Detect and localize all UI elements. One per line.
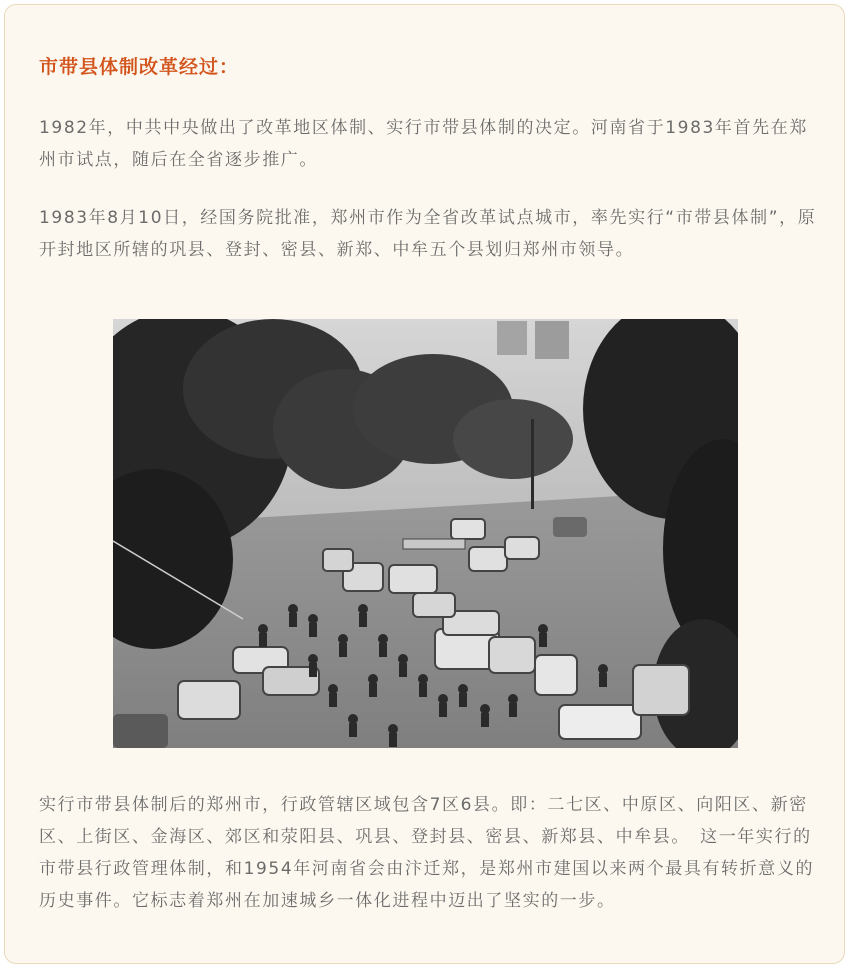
historical-street-photo [113, 319, 738, 748]
paragraph-1982: 1982年，中共中央做出了改革地区体制、实行市带县体制的决定。河南省于1983年首先在郑州市试点，随后在全省逐步推广。 [39, 118, 808, 170]
section-heading: 市带县体制改革经过： [39, 56, 240, 78]
paragraph-1983: 1983年8月10日，经国务院批准，郑州市作为全省改革试点城市，率先实行“市带县体制”，原开封地区所辖的巩县、登封、密县、新郑、中牟五个县划归郑州市领导。 [39, 208, 817, 260]
photo-illustration [113, 319, 738, 748]
paragraph-7-districts-6-counties: 实行市带县体制后的郑州市，行政管辖区域包含7区6县。即：二七区、中原区、向阳区、新密区、上街区、金海区、郊区和荥阳县、巩县、登封县、密县、新郑县、中牟县。 这一年实行的市带县行政管理体制，和1954年河南省会由汴迁郑，是郑州市建国以来两个最具有转折意义的历史事件。它标志着郑州在加速城乡一体化进程中迈出了坚实的一步。 [39, 795, 815, 911]
article-card [4, 4, 845, 964]
